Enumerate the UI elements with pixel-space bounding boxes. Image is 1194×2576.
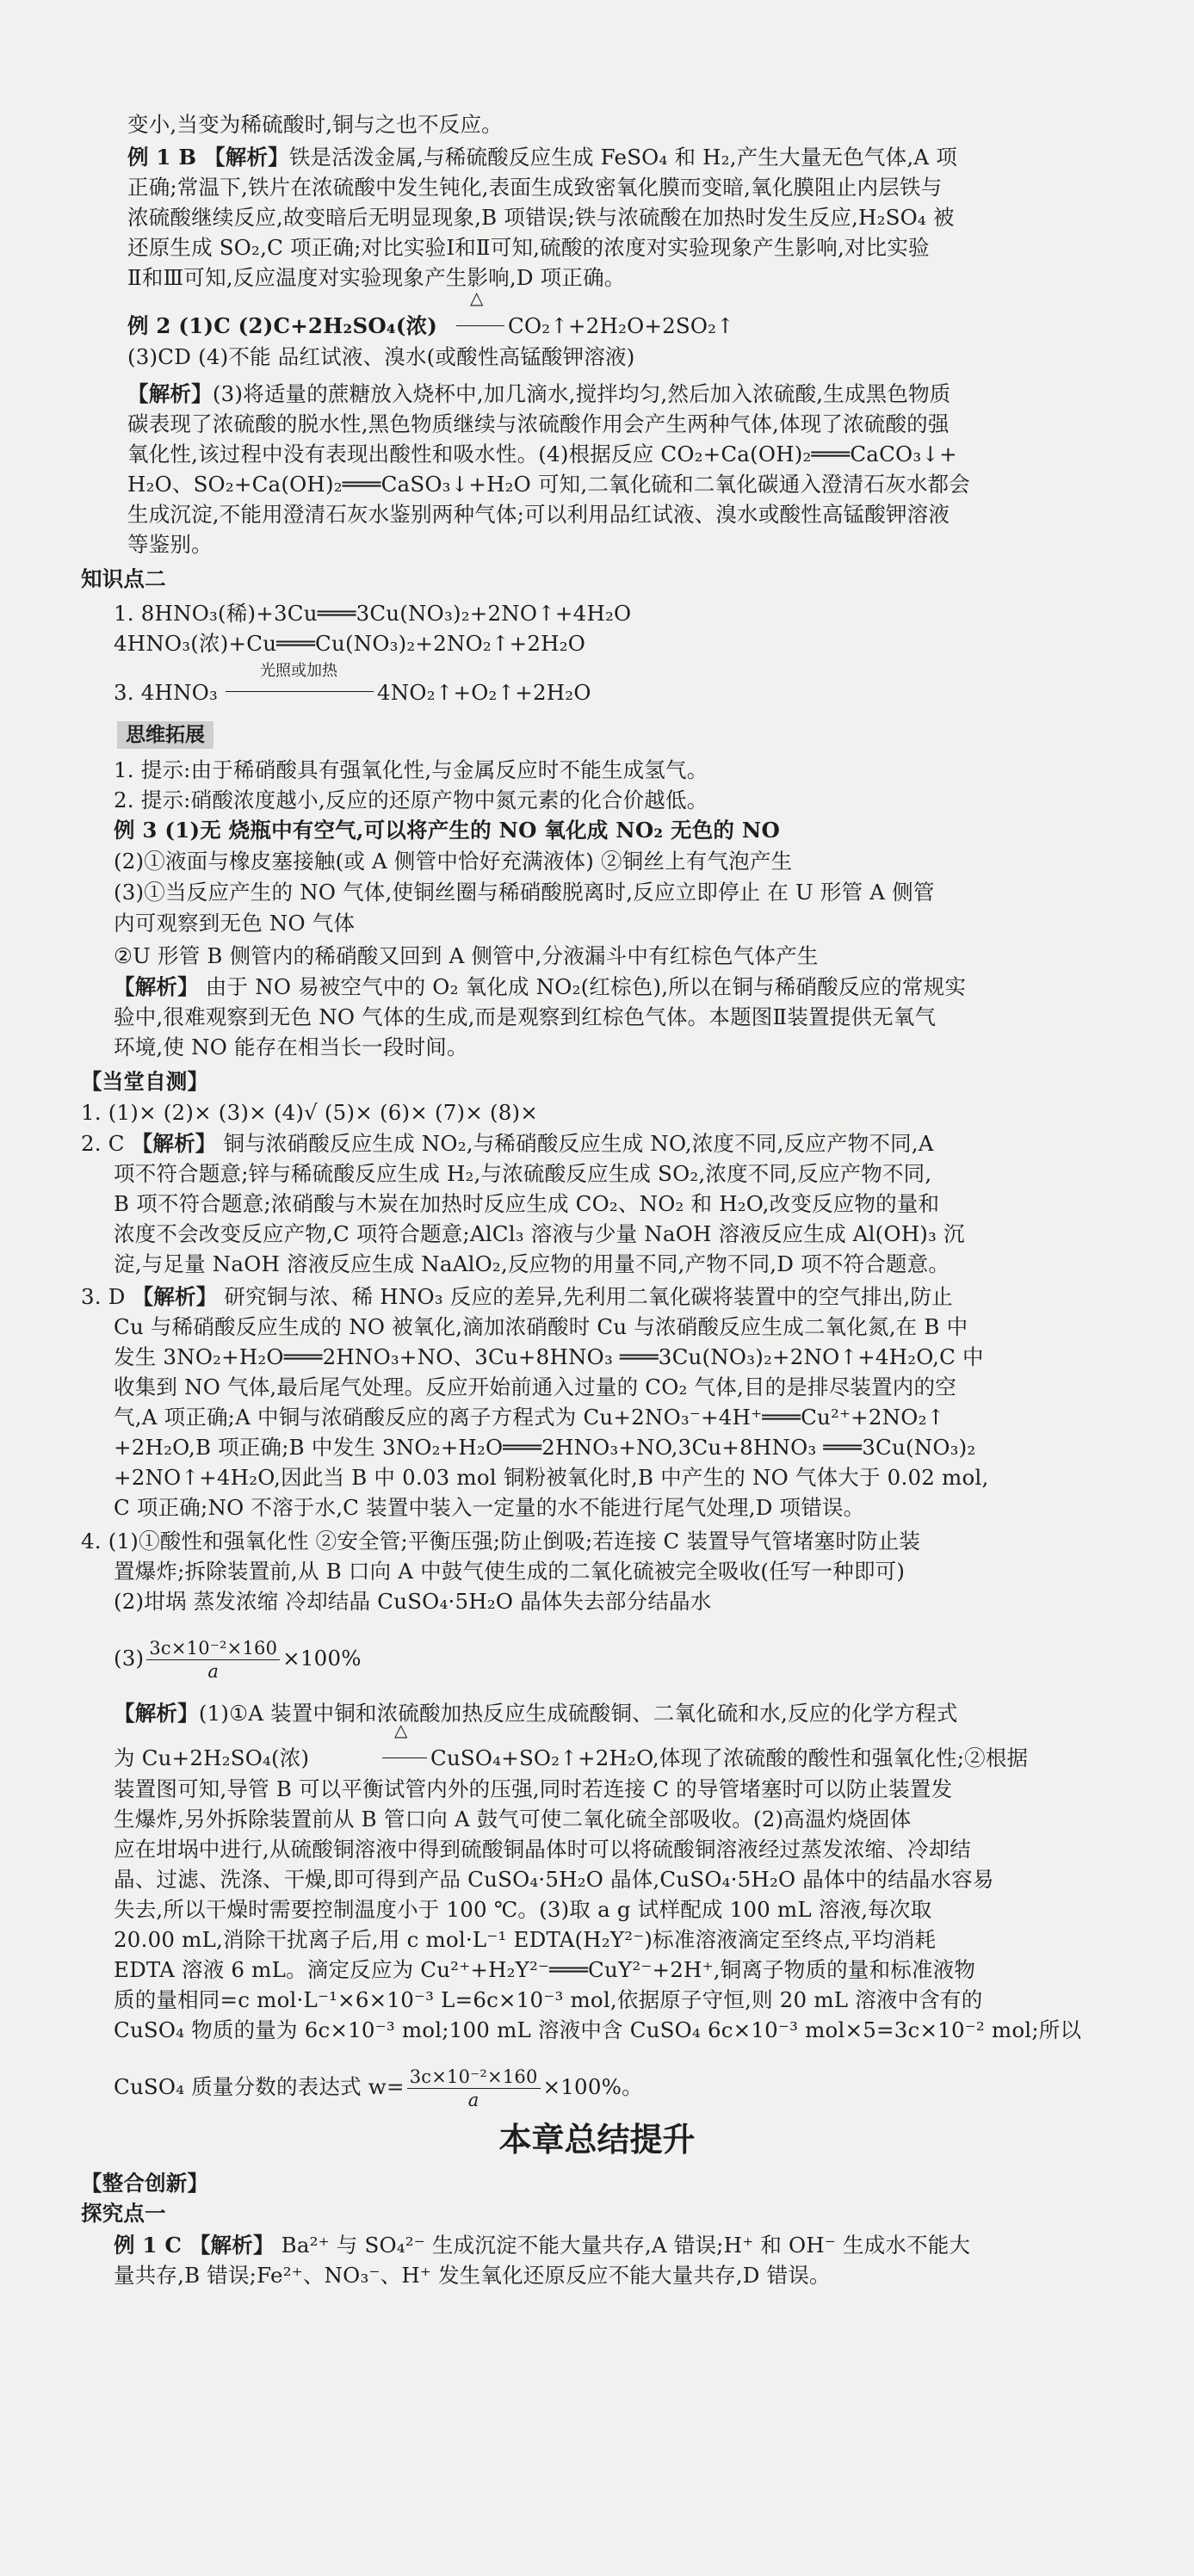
section-heading: 知识点二 [81,566,166,591]
text-line: 项不符合题意;锌与稀硫酸反应生成 H₂,与浓硫酸反应生成 SO₂,浓度不同,反应产物不同, [114,1161,932,1186]
text-line: 生成沉淀,不能用澄清石灰水鉴别两种气体;可以利用品红试液、溴水或酸性高锰酸钾溶液 [127,502,950,527]
text-line: 4. (1)①酸性和强氧化性 ②安全管;平衡压强;防止倒吸;若连接 C 装置导气管堵塞时防止装 [81,1529,921,1554]
text-line: EDTA 溶液 6 mL。滴定反应为 Cu²⁺+H₂Y²⁻═══CuY²⁻+2H⁺,铜离子物质的量和标准液物 [114,1957,976,1982]
text-line: (3)①当反应产生的 NO 气体,使铜丝圈与稀硝酸脱离时,反应立即停止 在 U 形管 A 侧管 [114,880,935,905]
text-line: 还原生成 SO₂,C 项正确;对比实验Ⅰ和Ⅱ可知,硫酸的浓度对实验现象产生影响,对比实验 [127,235,930,260]
text-line: 氧化性,该过程中没有表现出酸性和吸水性。(4)根据反应 CO₂+Ca(OH)₂═══CaCO₃↓+ [127,442,957,466]
text-line: 浓硫酸继续反应,故变暗后无明显现象,B 项错误;铁与浓硫酸在加热时发生反应,H₂SO₄ 被 [127,205,955,230]
text-line: CuSO₄ 物质的量为 6c×10⁻³ mol;100 mL 溶液中含 CuSO₄ 6c×10⁻³ mol×5=3c×10⁻² mol;所以 [114,2017,1082,2042]
text-line: 例 2 (1)C (2)C+2H₂SO₄(浓) [127,313,438,338]
text-line: 3. 4HNO₃ [114,680,219,705]
text-line: ②U 形管 B 侧管内的稀硝酸又回到 A 侧管中,分液漏斗中有红棕色气体产生 [114,943,819,968]
text-line: 20.00 mL,消除干扰离子后,用 c mol·L⁻¹ EDTA(H₂Y²⁻)标准溶液滴定至终点,平均消耗 [114,1927,937,1952]
text-line: 【解析】(3)将适量的蔗糖放入烧杯中,加几滴水,搅拌均匀,然后加入浓硫酸,生成黑色物质 [127,381,951,406]
text-line: C 项正确;NO 不溶于水,C 装置中装入一定量的水不能进行尾气处理,D 项错误。 [114,1495,865,1520]
text-line: 例 3 (1)无 烧瓶中有空气,可以将产生的 NO 氧化成 NO₂ 无色的 NO [114,818,780,843]
text-line: +2H₂O,B 项正确;B 中发生 3NO₂+H₂O═══2HNO₃+NO,3Cu+8HNO₃ ═══3Cu(NO₃)₂ [114,1435,976,1460]
text-line: 质的量相同=c mol·L⁻¹×6×10⁻³ L=6c×10⁻³ mol,依据原子守恒,则 20 mL 溶液中含有的 [114,1987,983,2012]
text-line: +2NO↑+4H₂O,因此当 B 中 0.03 mol 铜粉被氧化时,B 中产生的 NO 气体大于 0.02 mol, [114,1465,989,1490]
text-line: H₂O、SO₂+Ca(OH)₂═══CaSO₃↓+H₂O 可知,二氧化硫和二氧化碳通入澄清石灰水都会 [127,472,970,497]
text-line: Ⅱ和Ⅲ可知,反应温度对实验现象产生影响,D 项正确。 [127,265,626,290]
text-line: 等鉴别。 [127,532,213,557]
text-line: 2. 提示:硝酸浓度越小,反应的还原产物中氮元素的化合价越低。 [114,788,708,812]
text-line: 应在坩埚中进行,从硫酸铜溶液中得到硫酸铜晶体时可以将硫酸铜溶液经过蒸发浓缩、冷却结 [114,1837,971,1862]
fraction: $\frac{\text{3c×10⁻²×160}}{a}$ [146,1637,280,1683]
text-line: 1. (1)× (2)× (3)× (4)√ (5)× (6)× (7)× (8)× [81,1100,539,1125]
text-line: 例 1 B 【解析】铁是活泼金属,与稀硫酸反应生成 FeSO₄ 和 H₂,产生大量无色气体,A 项 [127,145,957,170]
text-line: 3. D 【解析】 研究铜与浓、稀 HNO₃ 反应的差异,先利用二氧化碳将装置中的空气排出,防止 [81,1284,953,1309]
reaction-condition: 光照或加热 [260,662,337,680]
section-heading: 【整合创新】 [81,2171,209,2196]
heat-triangle-icon: △ [470,287,484,308]
text-line: 4HNO₃(浓)+Cu═══Cu(NO₃)₂+2NO₂↑+2H₂O [114,631,586,656]
text-line: (3) $\frac{\text{3c×10⁻²×160}}{a}$ ×100% [114,1638,362,1682]
text-line: CuSO₄ 质量分数的表达式 w= $\frac{\text{3c×10⁻²×160}}{a}$ ×100%。 [114,2066,643,2110]
text-line: 例 1 C 【解析】 Ba²⁺ 与 SO₄²⁻ 生成沉淀不能大量共存,A 错误;H⁺ 和 OH⁻ 生成水不能大 [114,2233,971,2258]
text-line: 验中,很难观察到无色 NO 气体的生成,而是观察到红棕色气体。本题图Ⅱ装置提供无氧气 [114,1004,937,1029]
text-line: 失去,所以干燥时需要控制温度小于 100 ℃。(3)取 a g 试样配成 100 mL 溶液,每次取 [114,1897,932,1922]
text-line: 为 Cu+2H₂SO₄(浓) [114,1745,310,1770]
text-line: 【解析】(1)①A 装置中铜和浓硫酸加热反应生成硫酸铜、二氧化硫和水,反应的化学方程式 [114,1701,958,1726]
text-line: 淀,与足量 NaOH 溶液反应生成 NaAlO₂,反应物的用量不同,产物不同,D 项不符合题意。 [114,1251,950,1276]
text-line: 环境,使 NO 能存在相当长一段时间。 [114,1035,468,1059]
text-line: CO₂↑+2H₂O+2SO₂↑ [508,313,734,338]
reaction-arrow [456,325,504,326]
text-line: (3)CD (4)不能 品红试液、溴水(或酸性高锰酸钾溶液) [127,344,635,369]
reaction-arrow [382,1757,427,1758]
text-line: 生爆炸,另外拆除装置前从 B 管口向 A 鼓气可使二氧化硫全部吸收。(2)高温灼烧固体 [114,1807,912,1832]
section-heading: 【当堂自测】 [81,1069,209,1094]
text-line: CuSO₄+SO₂↑+2H₂O,体现了浓硫酸的酸性和强氧化性;②根据 [430,1745,1029,1770]
heat-triangle-icon: △ [394,1720,408,1740]
text-line: 晶、过滤、洗涤、干燥,即可得到产品 CuSO₄·5H₂O 晶体,CuSO₄·5H₂O 晶体中的结晶水容易 [114,1867,994,1892]
text-line: 1. 8HNO₃(稀)+3Cu═══3Cu(NO₃)₂+2NO↑+4H₂O [114,601,632,626]
text-line: 收集到 NO 气体,最后尾气处理。反应开始前通入过量的 CO₂ 气体,目的是排尽装置内的空 [114,1374,956,1399]
text-line: 置爆炸;拆除装置前,从 B 口向 A 中鼓气使生成的二氧化硫被完全吸收(任写一种即可) [114,1559,906,1584]
text-line: (2)坩埚 蒸发浓缩 冷却结晶 CuSO₄·5H₂O 晶体失去部分结晶水 [114,1589,712,1614]
text-line: 发生 3NO₂+H₂O═══2HNO₃+NO、3Cu+8HNO₃ ═══3Cu(NO₃)₂+2NO↑+4H₂O,C 中 [114,1344,984,1369]
fraction: $\frac{\text{3c×10⁻²×160}}{a}$ [407,2066,541,2111]
text-line: 变小,当变为稀硫酸时,铜与之也不反应。 [127,112,503,137]
section-heading: 探究点一 [81,2201,166,2226]
text-line: 装置图可知,导管 B 可以平衡试管内外的压强,同时若连接 C 的导管堵塞时可以防止装置发 [114,1776,953,1801]
text-line: 内可观察到无色 NO 气体 [114,911,356,936]
text-line: 正确;常温下,铁片在浓硫酸中发生钝化,表面生成致密氧化膜而变暗,氧化膜阻止内层铁与 [127,175,943,200]
text-line: B 项不符合题意;浓硝酸与木炭在加热时反应生成 CO₂、NO₂ 和 H₂O,改变反应物的量和 [114,1191,940,1216]
text-line: Cu 与稀硝酸反应生成的 NO 被氧化,滴加浓硝酸时 Cu 与浓硝酸反应生成二氧化氮,在 B 中 [114,1314,968,1339]
text-line: 4NO₂↑+O₂↑+2H₂O [377,680,591,705]
reaction-arrow [226,691,374,692]
text-line: 【解析】 由于 NO 易被空气中的 O₂ 氧化成 NO₂(红棕色),所以在铜与稀硝酸反应的常规实 [114,974,967,999]
text-line: (2)①液面与橡皮塞接触(或 A 侧管中恰好充满液体) ②铜丝上有气泡产生 [114,849,793,874]
chapter-summary-title: 本章总结提升 [498,2121,696,2159]
text-line: 碳表现了浓硫酸的脱水性,黑色物质继续与浓硫酸作用会产生两种气体,体现了浓硫酸的强 [127,411,950,436]
text-line: 1. 提示:由于稀硝酸具有强氧化性,与金属反应时不能生成氢气。 [114,757,708,782]
section-label-box: 思维拓展 [117,721,213,749]
text-line: 2. C 【解析】 铜与浓硝酸反应生成 NO₂,与稀硝酸反应生成 NO,浓度不同,反应产物不同,A [81,1131,934,1156]
text-line: 浓度不会改变反应产物,C 项符合题意;AlCl₃ 溶液与少量 NaOH 溶液反应生成 Al(OH)₃ 沉 [114,1221,965,1246]
text-line: 气,A 项正确;A 中铜与浓硝酸反应的离子方程式为 Cu+2NO₃⁻+4H⁺═══Cu²⁺+2NO₂↑ [114,1405,945,1430]
text-line: 量共存,B 错误;Fe²⁺、NO₃⁻、H⁺ 发生氧化还原反应不能大量共存,D 错误。 [114,2263,831,2288]
